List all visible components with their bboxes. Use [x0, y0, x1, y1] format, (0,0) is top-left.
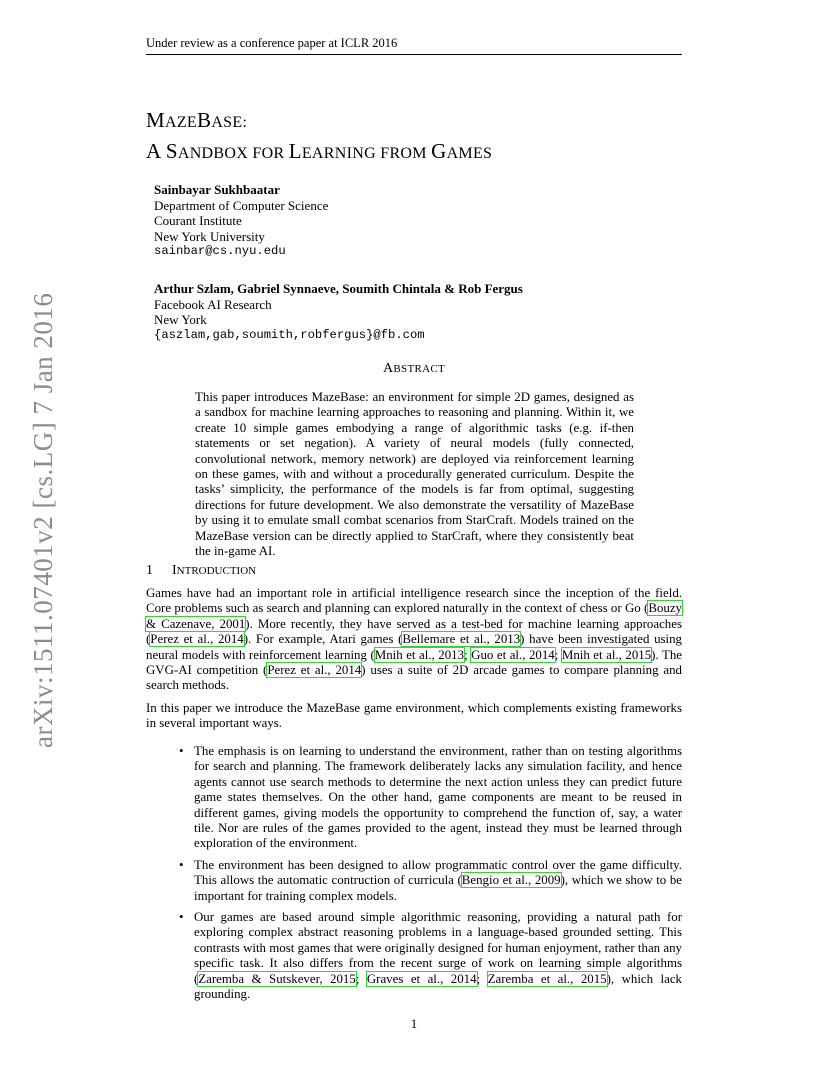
author-affiliation: New York [154, 312, 207, 328]
author-affiliation: Facebook AI Research [154, 296, 272, 312]
author-email[interactable]: sainbar@cs.nyu.edu [154, 244, 286, 259]
citation-link[interactable]: Perez et al., 2014 [150, 632, 244, 647]
citation-link[interactable]: Bouzy & Cazenave, 2001 [146, 601, 682, 631]
author-email[interactable]: {aszlam,gab,soumith,robfergus}@fb.com [154, 327, 425, 342]
author-block-1 [154, 182, 328, 260]
running-header: Under review as a conference paper at ICLR 2016 [146, 36, 682, 55]
arxiv-identifier[interactable]: arXiv:1511.07401v2 [cs.LG] 7 Jan 2016 [28, 292, 58, 748]
intro-paragraph-2: In this paper we introduce the MazeBase game environment, which complements existing frameworks in several important ways. [146, 701, 682, 731]
author-affiliation: Courant Institute [154, 213, 242, 229]
author-block-2 [154, 281, 523, 343]
citation-link[interactable]: Guo et al., 2014 [471, 647, 555, 662]
citation-link[interactable]: Bengio et al., 2009 [461, 873, 561, 888]
abstract-text: This paper introduces MazeBase: an environment for simple 2D games, designed as a sandbox for machine learning approaches to reasoning and planning. Within it, we create 10 simple games embodying a range of algorithmic tasks (e.g. if-then statements or set negation). A variety of neural models (fully connected, convolutional network, memory network) are deployed via reinforcement learning on these games, with and without a procedurally generated curriculum. Despite the tasks’ simplicity, the performance of the models is far from optimal, suggesting directions for future development. We also demonstrate the versatility of MazeBase by using it to emulate small combat scenarios from StarCraft. Models trained on the MazeBase version can be directly applied to StarCraft, where they consistently beat the in-game AI. [195, 390, 634, 559]
bullet-icon: • [179, 744, 184, 758]
section-heading-introduction: 1 INTRODUCTION [146, 563, 257, 578]
list-item: • The environment has been designed to allow programmatic control over the game difficulty. This allows the automatic contruction of curricula (Bengio et al., 2009), which we show to be important for training complex models. [179, 857, 682, 903]
author-affiliation: New York University [154, 228, 265, 244]
page-number: 1 [410, 1016, 418, 1031]
list-item: • Our games are based around simple algorithmic reasoning, providing a natural path for exploring complex abstract reasoning problems in a language-based grounded setting. This contrasts with most games that were originally designed for human enjoyment, rather than any specific task. It also differs from the recent surge of work on learning simple algorithms (Zaremba & Sutskever, 2015; Graves et al., 2014; Zaremba et al., 2015), which lack grounding. [179, 910, 683, 1002]
list-item: • The emphasis is on learning to understand the environment, rather than on testing algorithms for search and planning. The framework deliberately lacks any simulation facility, and hence agents cannot use search methods to determine the next action unless they can predict future game states themselves. On the other hand, game components are meant to be reused in different games, giving models the opportunity to comprehend the function of, say, a water tile. Nor are rules of the games provided to the agent, instead they must be learned through exploration of the environment. [179, 744, 682, 851]
title-line-2: A SANDBOX FOR LEARNING FROM GAMES [146, 139, 493, 163]
author-names: Arthur Szlam, Gabriel Synnaeve, Soumith Chintala & Rob Fergus [154, 281, 523, 296]
feature-list [176, 744, 682, 1009]
citation-link[interactable]: Zaremba et al., 2015 [487, 971, 607, 986]
citation-link[interactable]: Bellemare et al., 2013 [402, 632, 521, 647]
citation-link[interactable]: Perez et al., 2014 [267, 663, 362, 678]
bullet-icon: • [179, 857, 184, 872]
paper-title [146, 106, 492, 168]
intro-paragraph-1: Games have had an important role in artificial intelligence research since the inception of the field. Core problems such as search and planning can explored naturally in the context of chess or Go (Bouzy & Cazenave, 2001). More recently, they have served as a test-bed for machine learning approaches (Perez et al., 2014). For example, Atari games (Bellemare et al., 2013) have been investigated using neural models with reinforcement learning (Mnih et al., 2013; Guo et al., 2014; Mnih et al., 2015). The GVG-AI competition (Perez et al., 2014) uses a suite of 2D arcade games to compare planning and search methods. [146, 586, 683, 693]
citation-link[interactable]: Zaremba & Sutskever, 2015 [198, 971, 356, 986]
author-name: Sainbayar Sukhbaatar [154, 182, 280, 197]
citation-link[interactable]: Mnih et al., 2015 [561, 647, 652, 662]
bullet-icon: • [179, 910, 184, 925]
abstract-heading: ABSTRACT [382, 361, 446, 376]
citation-link[interactable]: Mnih et al., 2013 [374, 647, 465, 662]
author-affiliation: Department of Computer Science [154, 197, 329, 213]
citation-link[interactable]: Graves et al., 2014 [366, 971, 477, 986]
title-line-1: MAZEBASE: [146, 108, 248, 132]
